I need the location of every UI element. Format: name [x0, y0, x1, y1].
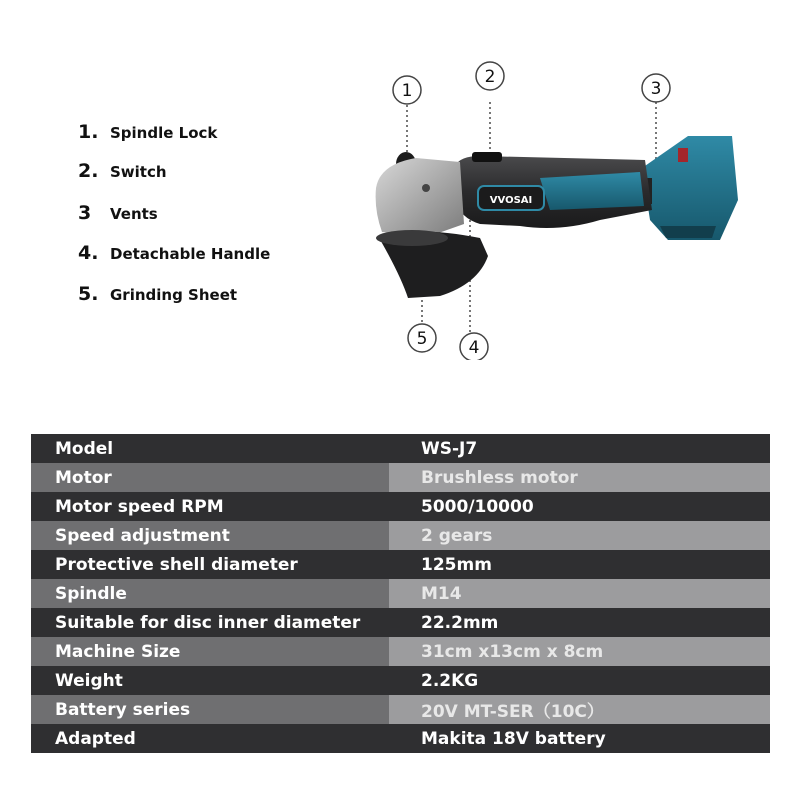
feature-label: Spindle Lock	[110, 124, 218, 142]
gear-head-screw	[422, 184, 430, 192]
feature-item	[78, 159, 167, 183]
spec-row	[31, 521, 770, 550]
spec-table	[31, 434, 770, 753]
callout-number-3: 3	[650, 79, 662, 99]
spec-key: Machine Size	[31, 637, 389, 666]
spec-key: Motor speed RPM	[31, 492, 389, 521]
feature-item	[78, 120, 217, 144]
handle-grip	[540, 172, 644, 210]
spec-row	[31, 463, 770, 492]
grinding-disc	[376, 230, 448, 246]
spec-key: Suitable for disc inner diameter	[31, 608, 389, 637]
feature-number: 3	[78, 202, 92, 224]
spec-key: Protective shell diameter	[31, 550, 389, 579]
spec-row	[31, 608, 770, 637]
callout-number-2: 2	[484, 67, 496, 87]
spec-key: Adapted	[31, 724, 389, 753]
spec-key: Speed adjustment	[31, 521, 389, 550]
feature-label: Detachable Handle	[110, 245, 271, 263]
feature-label: Switch	[110, 163, 167, 181]
feature-label: Grinding Sheet	[110, 286, 238, 304]
callout-number-4: 4	[468, 338, 480, 358]
callout-number-5: 5	[416, 329, 428, 349]
spec-row	[31, 550, 770, 579]
feature-item	[78, 201, 158, 225]
spec-row	[31, 637, 770, 666]
spec-row	[31, 695, 770, 724]
spec-key: Spindle	[31, 579, 389, 608]
brand-label: VVOSAI	[489, 195, 533, 206]
spec-value: M14	[389, 579, 770, 608]
gear-head	[376, 158, 464, 236]
spec-value: 2 gears	[389, 521, 770, 550]
callout-number-1: 1	[401, 81, 413, 101]
feature-number: 1.	[78, 121, 99, 143]
spec-value: Makita 18V battery	[389, 724, 770, 753]
spec-value: Brushless motor	[389, 463, 770, 492]
spec-value: 31cm x13cm x 8cm	[389, 637, 770, 666]
angle-grinder-illustration	[360, 60, 760, 360]
spec-row	[31, 492, 770, 521]
feature-number: 2.	[78, 160, 99, 182]
spec-value: 20V MT-SER（10C）	[389, 695, 770, 724]
spec-row	[31, 579, 770, 608]
spec-row	[31, 724, 770, 753]
spec-row	[31, 666, 770, 695]
feature-number: 4.	[78, 242, 99, 264]
spec-key: Motor	[31, 463, 389, 492]
spec-value: 125mm	[389, 550, 770, 579]
feature-item	[78, 282, 237, 306]
feature-label: Vents	[110, 205, 158, 223]
switch-icon	[472, 152, 502, 162]
spec-key: Battery series	[31, 695, 389, 724]
battery-base	[660, 226, 716, 238]
spec-key: Model	[31, 434, 389, 463]
battery-indicator	[678, 148, 688, 162]
spec-value: WS-J7	[389, 434, 770, 463]
spec-value: 2.2KG	[389, 666, 770, 695]
battery-mount	[642, 136, 738, 240]
spec-key: Weight	[31, 666, 389, 695]
feature-item	[78, 241, 270, 265]
feature-number: 5.	[78, 283, 99, 305]
spec-row	[31, 434, 770, 463]
spec-value: 22.2mm	[389, 608, 770, 637]
spec-value: 5000/10000	[389, 492, 770, 521]
